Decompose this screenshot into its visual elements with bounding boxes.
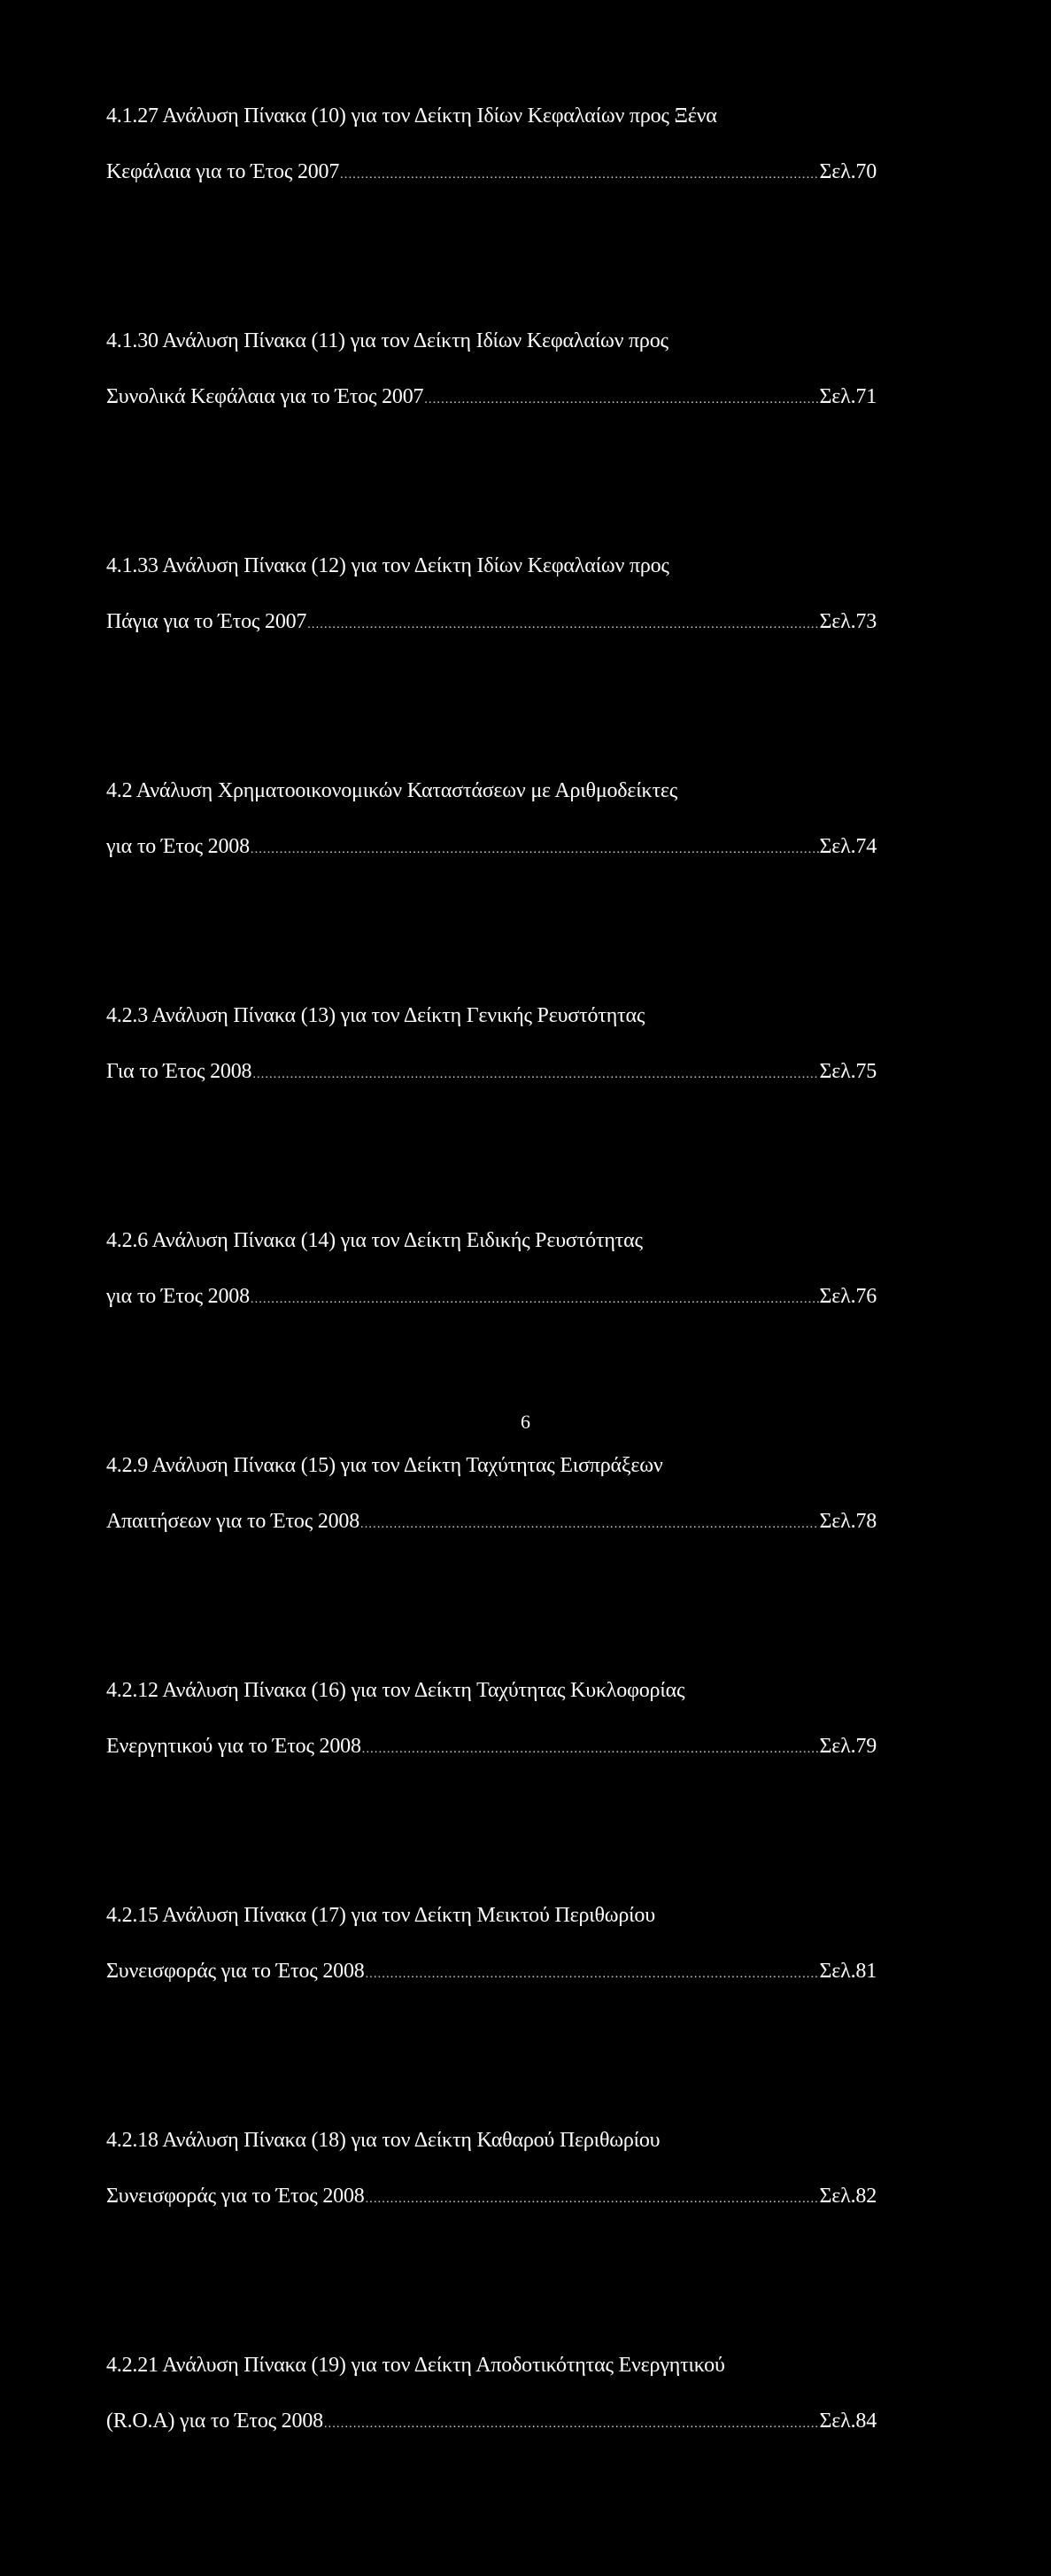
toc-entry bbox=[106, 102, 877, 327]
toc-entry-title: 4.2 Ανάλυση Χρηματοοικονομικών Καταστάσεων με Αριθμοδείκτες bbox=[106, 779, 678, 802]
toc-entry bbox=[106, 2126, 877, 2351]
toc-page-ref: Σελ.71 bbox=[819, 385, 877, 408]
toc-entry-continuation: Ενεργητικού για το Έτος 2008 bbox=[106, 1735, 361, 1758]
toc-entry-line bbox=[106, 1507, 877, 1536]
toc-entry-continuation: για το Έτος 2008 bbox=[106, 835, 250, 858]
toc-entry-title: 4.2.6 Ανάλυση Πίνακα (14) για τον Δείκτη Ειδικής Ρευστότητας bbox=[106, 1229, 643, 1252]
toc-page-ref: Σελ.82 bbox=[819, 2185, 877, 2208]
toc-entry-line bbox=[106, 607, 877, 636]
toc-page-ref: Σελ.84 bbox=[819, 2410, 877, 2433]
toc-entry-title: 4.2.3 Ανάλυση Πίνακα (13) για τον Δείκτη Γενικής Ρευστότητας bbox=[106, 1004, 645, 1027]
toc-entry-title: 4.1.27 Ανάλυση Πίνακα (10) για τον Δείκτη Ιδίων Κεφαλαίων προς Ξένα bbox=[106, 104, 717, 128]
dot-leader bbox=[252, 1061, 818, 1089]
toc-entry-line bbox=[106, 2407, 877, 2435]
toc-entry bbox=[106, 1676, 877, 1901]
toc-entry-continuation: Συνολικά Κεφάλαια για το Έτος 2007 bbox=[106, 385, 424, 408]
toc-entry-line bbox=[106, 1732, 877, 1760]
toc-entry-continuation: Κεφάλαια για το Έτος 2007 bbox=[106, 160, 340, 183]
dot-leader bbox=[340, 161, 818, 190]
toc-entry-title: 4.2.12 Ανάλυση Πίνακα (16) για τον Δείκτη Ταχύτητας Κυκλοφορίας bbox=[106, 1679, 685, 1702]
dot-leader bbox=[424, 386, 818, 414]
toc-entry bbox=[106, 327, 877, 552]
toc-entry-continuation: Συνεισφοράς για το Έτος 2008 bbox=[106, 2185, 365, 2208]
toc-page-ref: Σελ.78 bbox=[819, 1510, 877, 1533]
dot-leader bbox=[360, 1511, 818, 1539]
toc-entry-continuation: Για το Έτος 2008 bbox=[106, 1060, 252, 1083]
toc-entry-line bbox=[106, 1057, 877, 1086]
toc-entry-line bbox=[106, 1282, 877, 1311]
toc-entry-line bbox=[106, 2182, 877, 2210]
toc-entry bbox=[106, 1451, 877, 1676]
toc-entry-continuation: για το Έτος 2008 bbox=[106, 1285, 250, 1308]
toc-entry-title: 4.2.15 Ανάλυση Πίνακα (17) για τον Δείκτη Μεικτού Περιθωρίου bbox=[106, 1904, 655, 1927]
page-number: 6 bbox=[521, 1411, 530, 1433]
toc-entry-title: 4.1.33 Ανάλυση Πίνακα (12) για τον Δείκτη Ιδίων Κεφαλαίων προς bbox=[106, 554, 669, 577]
toc-page-ref: Σελ.74 bbox=[819, 835, 877, 858]
toc-entry-title: 4.2.21 Ανάλυση Πίνακα (19) για τον Δείκτη Αποδοτικότητας Ενεργητικού bbox=[106, 2354, 725, 2377]
toc-page-ref: Σελ.81 bbox=[819, 1960, 877, 1983]
toc-entry-line bbox=[106, 832, 877, 861]
table-of-contents bbox=[106, 102, 877, 2576]
toc-entry bbox=[106, 1901, 877, 2126]
toc-entry bbox=[106, 552, 877, 777]
dot-leader bbox=[362, 1736, 819, 1764]
toc-entry-continuation: Συνεισφοράς για το Έτος 2008 bbox=[106, 1960, 365, 1983]
toc-entry-title: 4.2.18 Ανάλυση Πίνακα (18) για τον Δείκτη Καθαρού Περιθωρίου bbox=[106, 2129, 661, 2152]
toc-entry bbox=[106, 1002, 877, 1226]
toc-entry-line bbox=[106, 1957, 877, 1985]
toc-entry-line bbox=[106, 383, 877, 411]
toc-entry bbox=[106, 777, 877, 1002]
dot-leader bbox=[324, 2410, 819, 2439]
toc-page-ref: Σελ.79 bbox=[819, 1735, 877, 1758]
dot-leader bbox=[251, 1286, 819, 1314]
toc-entry bbox=[106, 2351, 877, 2576]
toc-page-ref: Σελ.76 bbox=[819, 1285, 877, 1308]
toc-page-ref: Σελ.73 bbox=[819, 610, 877, 633]
toc-entry-continuation: (R.O.A) για το Έτος 2008 bbox=[106, 2410, 323, 2433]
toc-entry-continuation: Απαιτήσεων για το Έτος 2008 bbox=[106, 1510, 360, 1533]
toc-page-ref: Σελ.75 bbox=[819, 1060, 877, 1083]
dot-leader bbox=[307, 611, 818, 639]
toc-entry-title: 4.1.30 Ανάλυση Πίνακα (11) για τον Δείκτη Ιδίων Κεφαλαίων προς bbox=[106, 329, 668, 352]
dot-leader bbox=[366, 1961, 819, 1989]
toc-entry-line bbox=[106, 158, 877, 186]
dot-leader bbox=[366, 2185, 819, 2214]
dot-leader bbox=[251, 836, 819, 864]
toc-entry-continuation: Πάγια για το Έτος 2007 bbox=[106, 610, 307, 633]
toc-entry-title: 4.2.9 Ανάλυση Πίνακα (15) για τον Δείκτη Ταχύτητας Εισπράξεων bbox=[106, 1454, 663, 1477]
toc-page-ref: Σελ.70 bbox=[819, 160, 877, 183]
